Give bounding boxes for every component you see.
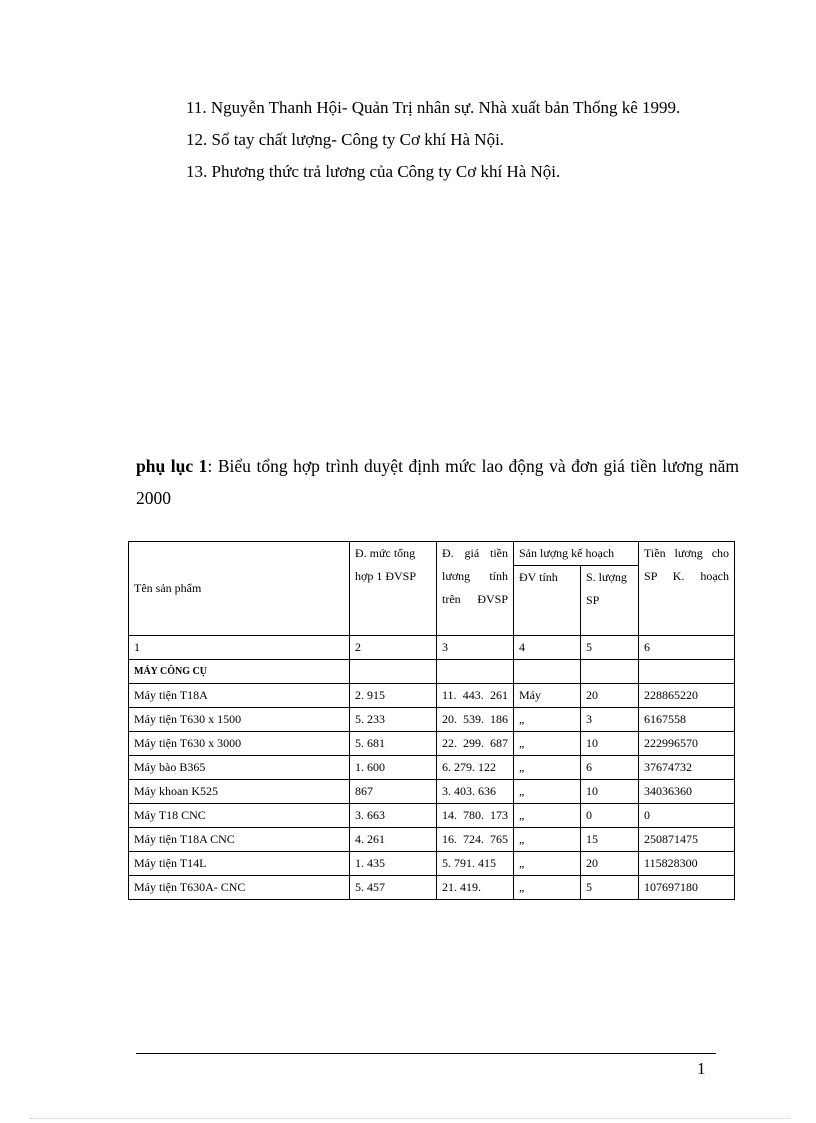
wage-value: 0 <box>639 804 735 828</box>
product-name: Máy tiện T18A <box>129 684 350 708</box>
norm-value: 4. 261 <box>350 828 437 852</box>
unit-value: „ <box>514 780 581 804</box>
product-name: Máy tiện T18A CNC <box>129 828 350 852</box>
table-row <box>129 876 735 900</box>
product-name: Máy bào B365 <box>129 756 350 780</box>
norm-value: 1. 600 <box>350 756 437 780</box>
wage-value: 37674732 <box>639 756 735 780</box>
quantity-value: 10 <box>581 732 639 756</box>
norm-value: 5. 457 <box>350 876 437 900</box>
product-name: Máy tiện T630 x 1500 <box>129 708 350 732</box>
unit-price-value: 21. 419. <box>437 876 514 900</box>
unit-value: „ <box>514 708 581 732</box>
table-header-row <box>129 542 735 566</box>
table-row <box>129 780 735 804</box>
unit-value: „ <box>514 756 581 780</box>
column-number: 4 <box>514 636 581 660</box>
reference-list <box>136 92 739 188</box>
appendix-heading <box>136 450 739 514</box>
header-norm: Đ. mức tổng hợp 1 ĐVSP <box>350 542 437 636</box>
table-row <box>129 756 735 780</box>
norm-value: 1. 435 <box>350 852 437 876</box>
product-name: Máy tiện T630A- CNC <box>129 876 350 900</box>
unit-value: „ <box>514 876 581 900</box>
reference-item: 12. Sổ tay chất lượng- Công ty Cơ khí Hà Nội. <box>186 130 505 149</box>
footer-divider <box>136 1053 716 1054</box>
unit-price-value: 6. 279. 122 <box>437 756 514 780</box>
column-number: 3 <box>437 636 514 660</box>
unit-value: „ <box>514 732 581 756</box>
quantity-value: 20 <box>581 684 639 708</box>
section-row <box>129 660 735 684</box>
column-number: 6 <box>639 636 735 660</box>
norm-value: 5. 233 <box>350 708 437 732</box>
norm-value: 867 <box>350 780 437 804</box>
table-row <box>129 852 735 876</box>
quantity-value: 0 <box>581 804 639 828</box>
unit-price-value: 5. 791. 415 <box>437 852 514 876</box>
unit-price-value: 16. 724. 765 <box>437 828 514 852</box>
table-row <box>129 708 735 732</box>
header-wage: Tiền lương cho SP K. hoạch <box>639 542 735 636</box>
section-label: MÁY CÔNG CỤ <box>129 660 350 684</box>
norm-value: 3. 663 <box>350 804 437 828</box>
table-row <box>129 828 735 852</box>
header-planned-output: Sản lượng kế hoạch <box>514 542 639 566</box>
unit-price-value: 11. 443. 261 <box>437 684 514 708</box>
table-row <box>129 684 735 708</box>
column-number-row <box>129 636 735 660</box>
wage-value: 34036360 <box>639 780 735 804</box>
wage-value: 107697180 <box>639 876 735 900</box>
wage-value: 228865220 <box>639 684 735 708</box>
wage-value: 115828300 <box>639 852 735 876</box>
table-row <box>129 804 735 828</box>
norm-value: 5. 681 <box>350 732 437 756</box>
column-number: 2 <box>350 636 437 660</box>
product-name: Máy tiện T14L <box>129 852 350 876</box>
column-number: 1 <box>129 636 350 660</box>
header-quantity: S. lượng SP <box>581 566 639 636</box>
quantity-value: 10 <box>581 780 639 804</box>
quantity-value: 15 <box>581 828 639 852</box>
header-product: Tên sản phẩm <box>129 542 350 636</box>
page-number: 1 <box>697 1059 706 1078</box>
unit-value: „ <box>514 852 581 876</box>
unit-value: „ <box>514 804 581 828</box>
unit-price-value: 3. 403. 636 <box>437 780 514 804</box>
product-name: Máy tiện T630 x 3000 <box>129 732 350 756</box>
appendix-label: phụ lục 1 <box>136 456 208 476</box>
appendix-title: : Biểu tổng hợp trình duyệt định mức lao động và đơn giá tiền lương năm 2000 <box>136 456 739 508</box>
wage-plan-table <box>128 541 735 900</box>
quantity-value: 20 <box>581 852 639 876</box>
column-number: 5 <box>581 636 639 660</box>
wage-value: 250871475 <box>639 828 735 852</box>
quantity-value: 3 <box>581 708 639 732</box>
wage-value: 222996570 <box>639 732 735 756</box>
quantity-value: 5 <box>581 876 639 900</box>
unit-price-value: 22. 299. 687 <box>437 732 514 756</box>
header-unit-price: Đ. giá tiền lương tính trên ĐVSP <box>437 542 514 636</box>
header-unit: ĐV tính <box>514 566 581 636</box>
unit-value: „ <box>514 828 581 852</box>
quantity-value: 6 <box>581 756 639 780</box>
table-row <box>129 732 735 756</box>
product-name: Máy khoan K525 <box>129 780 350 804</box>
reference-item: 11. Nguyễn Thanh Hội- Quản Trị nhân sự. Nhà xuất bản Thống kê 1999. <box>186 98 681 117</box>
unit-value: Máy <box>514 684 581 708</box>
product-name: Máy T18 CNC <box>129 804 350 828</box>
page-bottom-border <box>30 1118 790 1119</box>
unit-price-value: 14. 780. 173 <box>437 804 514 828</box>
norm-value: 2. 915 <box>350 684 437 708</box>
reference-item: 13. Phương thức trả lương của Công ty Cơ khí Hà Nội. <box>186 162 561 181</box>
unit-price-value: 20. 539. 186 <box>437 708 514 732</box>
wage-value: 6167558 <box>639 708 735 732</box>
